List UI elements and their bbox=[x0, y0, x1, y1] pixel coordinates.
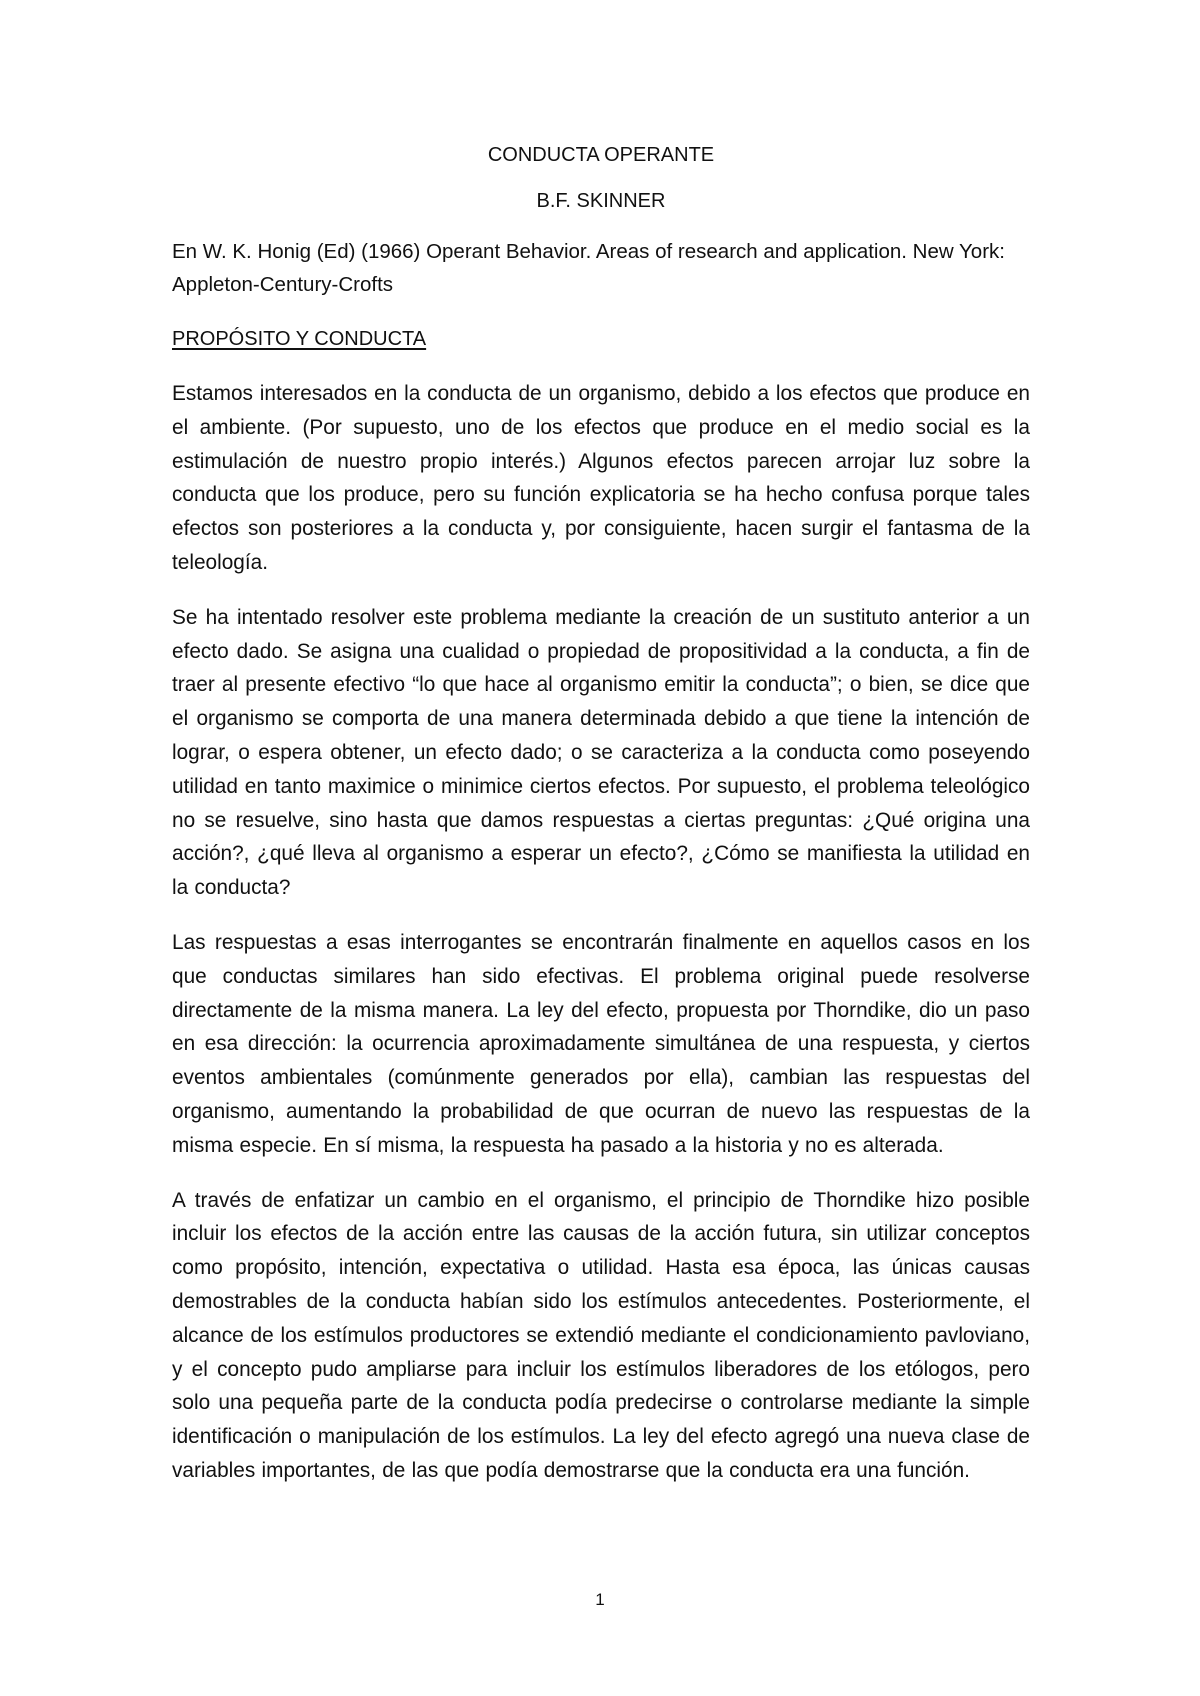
body-paragraph-2: Se ha intentado resolver este problema mediante la creación de un sustituto anterior a un efecto dado. Se asigna una cualidad o propiedad de propositividad a la conducta, a fin de traer al presente efectivo “lo que hace al organismo emitir la conducta”; o bien, se dice que el organismo se comporta de una manera determinada debido a que tiene la intención de lograr, o espera obtener, un efecto dado; o se caracteriza a la conducta como poseyendo utilidad en tanto maximice o minimice ciertos efectos. Por supuesto, el problema teleológico no se resuelve, sino hasta que damos respuestas a ciertas preguntas: ¿Qué origina una acción?, ¿qué lleva al organismo a esperar un efecto?, ¿Cómo se manifiesta la utilidad en la conducta? bbox=[172, 605, 1030, 900]
document-citation: En W. K. Honig (Ed) (1966) Operant Behavior. Areas of research and application. New York: Appleton-Century-Crofts bbox=[172, 240, 1005, 296]
document-title: CONDUCTA OPERANTE bbox=[487, 144, 715, 166]
document-author: B.F. SKINNER bbox=[536, 190, 666, 212]
body-paragraph-4: A través de enfatizar un cambio en el organismo, el principio de Thorndike hizo posible incluir los efectos de la acción entre las causas de la acción futura, sin utilizar conceptos como propósito, intención, expectativa o utilidad. Hasta esa época, las únicas causas demostrables de la conducta habían sido los estímulos antecedentes. Posteriormente, el alcance de los estímulos productores se extendió mediante el condicionamiento pavloviano, y el concepto pudo ampliarse para incluir los estímulos liberadores de los etólogos, pero solo una pequeña parte de la conducta podía predecirse o controlarse mediante la simple identificación o manipulación de los estímulos. La ley del efecto agregó una nueva clase de variables importantes, de las que podía demostrarse que la conducta era una función. bbox=[172, 1188, 1030, 1482]
section-heading: PROPÓSITO Y CONDUCTA bbox=[172, 328, 427, 350]
page-content bbox=[172, 143, 1030, 1488]
body-paragraph-3: Las respuestas a esas interrogantes se encontrarán finalmente en aquellos casos en los que conductas similares han sido efectivas. El problema original puede resolverse directamente de la misma manera. La ley del efecto, propuesta por Thorndike, dio un paso en esa dirección: la ocurrencia aproximadamente simultánea de una respuesta, y ciertos eventos ambientales (comúnmente generados por ella), cambian las respuestas del organismo, aumentando la probabilidad de que ocurran de nuevo las respuestas de la misma especie. En sí misma, la respuesta ha pasado a la historia y no es alterada. bbox=[172, 930, 1030, 1157]
body-paragraph-1: Estamos interesados en la conducta de un organismo, debido a los efectos que produce en el ambiente. (Por supuesto, uno de los efectos que produce en el medio social es la estimulación de nuestro propio interés.) Algunos efectos parecen arrojar luz sobre la conducta que los produce, pero su función explicatoria se ha hecho confusa porque tales efectos son posteriores a la conducta y, por consiguiente, hacen surgir el fantasma de la teleología. bbox=[172, 382, 1030, 574]
page-number: 1 bbox=[595, 1590, 605, 1609]
